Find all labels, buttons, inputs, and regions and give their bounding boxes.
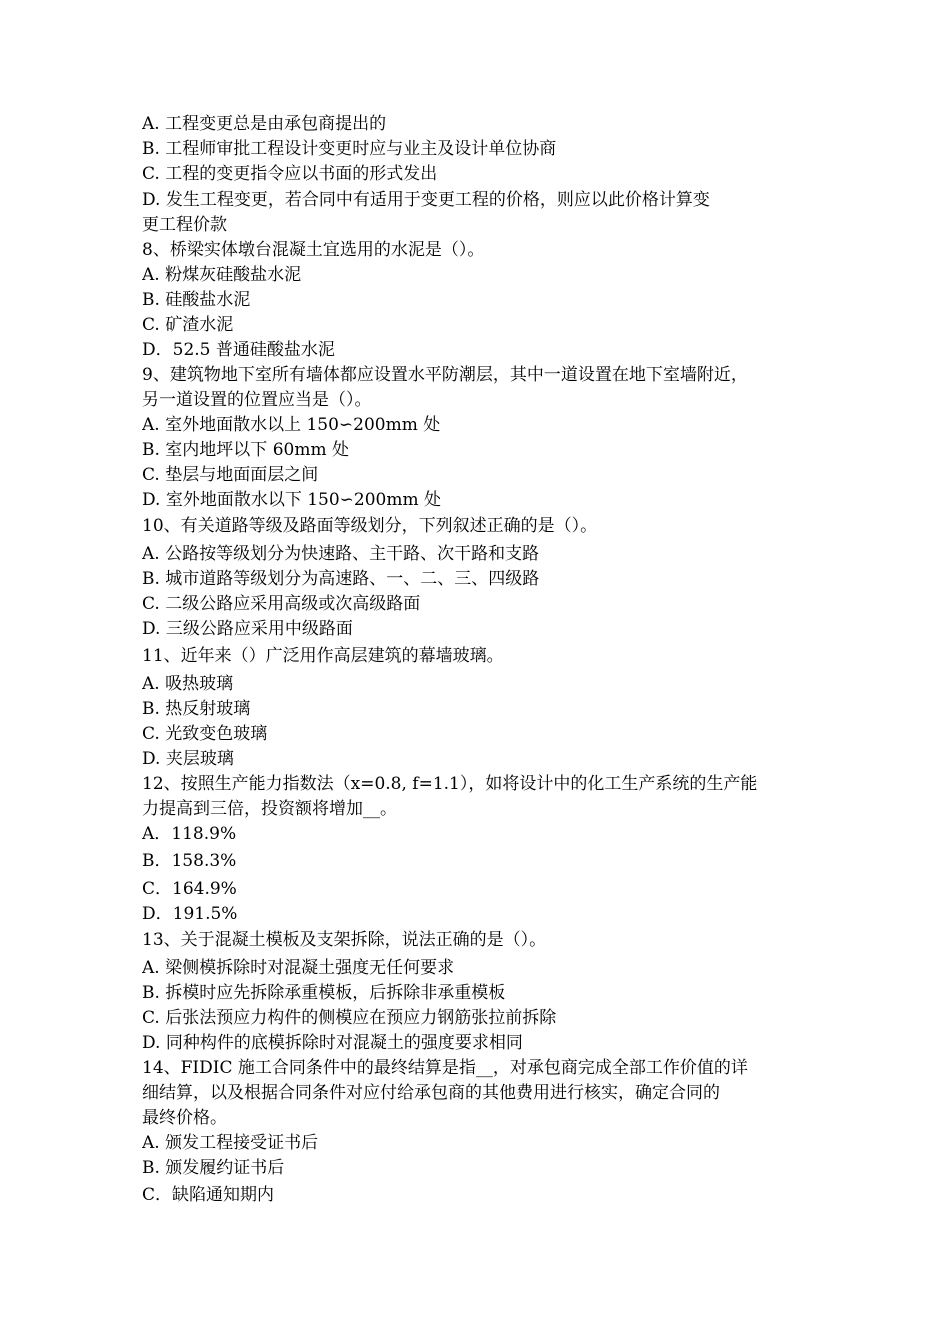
- option-13a: A. 梁侧模拆除时对混凝土强度无任何要求: [142, 958, 455, 978]
- option-12b: B．158.3%: [142, 851, 237, 871]
- option-11c: C. 光致变色玻璃: [142, 724, 268, 744]
- option-7a: A. 工程变更总是由承包商提出的: [142, 114, 387, 134]
- option-8a: A. 粉煤灰硅酸盐水泥: [142, 265, 302, 285]
- option-9c: C. 垫层与地面面层之间: [142, 465, 319, 485]
- option-11b: B. 热反射玻璃: [142, 699, 251, 719]
- question-13: 13、关于混凝土模板及支架拆除，说法正确的是（）。: [142, 930, 547, 950]
- option-7b: B. 工程师审批工程设计变更时应与业主及设计单位协商: [142, 139, 557, 159]
- option-8c: C. 矿渣水泥: [142, 315, 234, 335]
- question-9: 9、建筑物地下室所有墙体都应设置水平防潮层，其中一道设置在地下室墙附近，: [142, 365, 748, 385]
- option-12a: A．118.9%: [142, 824, 237, 844]
- option-9d: D. 室外地面散水以下 150∽200mm 处: [142, 490, 442, 510]
- option-10b: B. 城市道路等级划分为高速路、一、二、三、四级路: [142, 569, 540, 589]
- question-14-cont-1: 细结算，以及根据合同条件对应付给承包商的其他费用进行核实，确定合同的: [142, 1083, 720, 1103]
- option-14b: B. 颁发履约证书后: [142, 1158, 285, 1178]
- question-14-cont-2: 最终价格。: [142, 1108, 227, 1128]
- question-8: 8、桥梁实体墩台混凝土宜选用的水泥是（）。: [142, 240, 485, 260]
- option-10d: D. 三级公路应采用中级路面: [142, 619, 353, 639]
- option-7c: C. 工程的变更指令应以书面的形式发出: [142, 164, 438, 184]
- question-12-cont: 力提高到三倍，投资额将增加__。: [142, 799, 397, 819]
- option-14a: A. 颁发工程接受证书后: [142, 1133, 319, 1153]
- option-10c: C. 二级公路应采用高级或次高级路面: [142, 594, 421, 614]
- option-10a: A. 公路按等级划分为快速路、主干路、次干路和支路: [142, 544, 540, 564]
- option-12d: D．191.5%: [142, 904, 238, 924]
- question-10: 10、有关道路等级及路面等级划分，下列叙述正确的是（）。: [142, 516, 598, 536]
- question-12: 12、按照生产能力指数法（x=0.8, f=1.1），如将设计中的化工生产系统的生产能: [142, 774, 758, 794]
- option-7d: D. 发生工程变更，若合同中有适用于变更工程的价格，则应以此价格计算变: [142, 190, 710, 210]
- option-8b: B. 硅酸盐水泥: [142, 290, 251, 310]
- option-12c: C．164.9%: [142, 879, 237, 899]
- option-11d: D. 夹层玻璃: [142, 749, 234, 769]
- question-9-cont: 另一道设置的位置应当是（）。: [142, 390, 372, 410]
- option-13b: B. 拆模时应先拆除承重模板，后拆除非承重模板: [142, 983, 506, 1003]
- option-11a: A. 吸热玻璃: [142, 674, 234, 694]
- option-8d: D．52.5 普通硅酸盐水泥: [142, 340, 335, 360]
- option-14c: C．缺陷通知期内: [142, 1185, 275, 1205]
- option-13c: C. 后张法预应力构件的侧模应在预应力钢筋张拉前拆除: [142, 1008, 557, 1028]
- question-14: 14、FIDIC 施工合同条件中的最终结算是指__，对承包商完成全部工作价值的详: [142, 1058, 748, 1078]
- question-11: 11、近年来（）广泛用作高层建筑的幕墙玻璃。: [142, 646, 504, 666]
- option-9a: A. 室外地面散水以上 150∽200mm 处: [142, 415, 441, 435]
- option-13d: D. 同种构件的底模拆除时对混凝土的强度要求相同: [142, 1033, 523, 1053]
- option-9b: B. 室内地坪以下 60mm 处: [142, 440, 349, 460]
- option-7d-cont: 更工程价款: [142, 215, 227, 235]
